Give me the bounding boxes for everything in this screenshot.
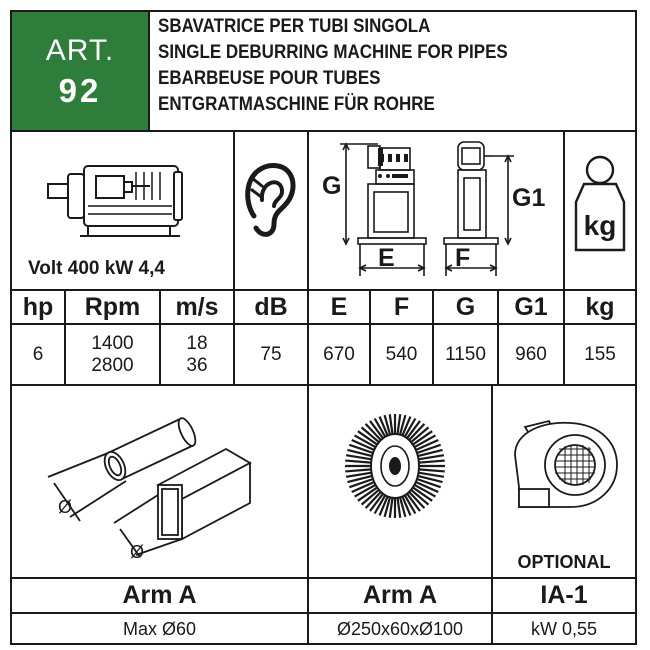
pipe-diameter-square: Ø (130, 542, 145, 562)
title-de: ENTGRATMASCHINE FÜR ROHRE (158, 93, 435, 115)
header-rpm: Rpm (84, 292, 141, 321)
value-e: 670 (323, 343, 355, 365)
value-g: 1150 (445, 343, 486, 365)
article-label: ART. (45, 34, 115, 67)
product-titles (158, 13, 508, 117)
article-number: 92 (58, 72, 102, 109)
wire-brush-icon (340, 410, 450, 520)
value-ms-2: 36 (186, 354, 208, 376)
dim-label-g: G (322, 172, 342, 200)
value-ms-1: 18 (186, 332, 208, 354)
value-g1: 960 (515, 343, 547, 365)
round-square-pipes-icon (40, 405, 290, 565)
weight-icon-label: kg (583, 210, 617, 241)
pipes-arm-name: Arm A (122, 581, 197, 609)
value-db: 75 (260, 343, 282, 365)
pipe-diameter-round: Ø (58, 497, 73, 517)
divider (10, 130, 637, 132)
pipes-max-diameter: Max Ø60 (122, 618, 197, 639)
aspirator-power: kW 0,55 (530, 618, 598, 639)
article-badge (12, 12, 148, 130)
dim-label-g1: G1 (512, 184, 546, 212)
aspirator-fan-icon (505, 415, 625, 515)
header-ms: m/s (175, 292, 219, 321)
header-e: E (330, 292, 348, 321)
value-ms (161, 325, 233, 384)
value-f: 540 (385, 343, 418, 365)
value-hp: 6 (32, 343, 44, 365)
title-it: SBAVATRICE PER TUBI SINGOLA (158, 15, 431, 37)
header-db: dB (254, 292, 288, 321)
value-rpm (66, 325, 159, 384)
title-en: SINGLE DEBURRING MACHINE FOR PIPES (158, 41, 508, 63)
divider (148, 10, 150, 131)
value-rpm-1: 1400 (91, 332, 134, 354)
header-g: G (455, 292, 476, 321)
motor-spec: Volt 400 kW 4,4 (28, 258, 165, 279)
dim-label-e: E (378, 244, 395, 272)
optional-label: OPTIONAL (517, 552, 611, 572)
aspirator-name: IA-1 (540, 581, 588, 609)
title-fr: EBARBEUSE POUR TUBES (158, 67, 381, 89)
electric-motor-icon (40, 152, 200, 242)
header-f: F (393, 292, 410, 321)
value-kg: 155 (584, 343, 616, 365)
header-kg: kg (585, 292, 615, 321)
ear-icon (240, 158, 300, 240)
value-rpm-2: 2800 (91, 354, 134, 376)
divider (10, 384, 637, 386)
brush-arm-name: Arm A (362, 581, 438, 609)
dim-label-f: F (455, 244, 471, 272)
header-hp: hp (22, 292, 54, 321)
brush-dimensions: Ø250x60xØ100 (336, 618, 464, 639)
header-g1: G1 (514, 292, 548, 321)
